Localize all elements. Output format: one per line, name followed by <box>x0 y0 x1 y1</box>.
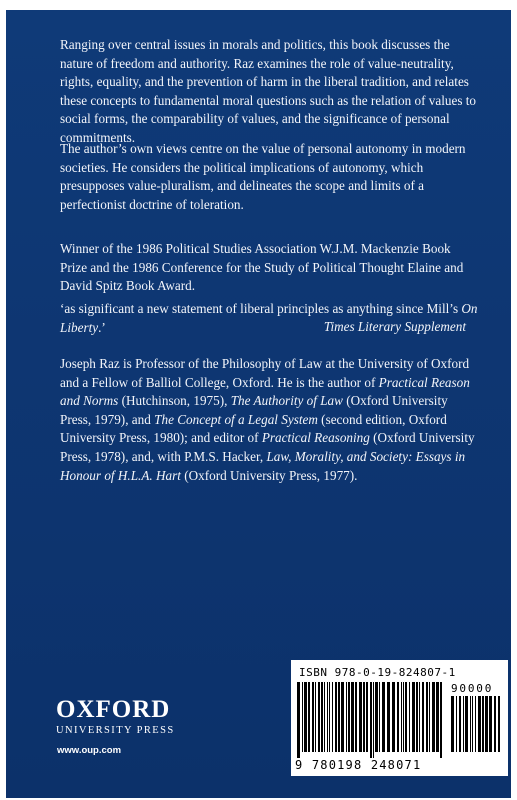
quote-text-end: .’ <box>98 319 106 335</box>
author-bio-text <box>60 355 480 485</box>
quote-source-text: Times Literary Supplement <box>323 319 466 334</box>
quote-source <box>60 318 466 337</box>
bio-span-6: (Oxford University Press, 1977). <box>180 467 358 483</box>
award-text: Winner of the 1986 Political Studies Association W.J.M. Mackenzie Book Prize and the 1986 Conference for the Study of Political Thought Elaine and David Spitz Book Award. <box>60 241 464 294</box>
addon-bars <box>451 696 501 758</box>
oxford-logo <box>56 698 175 736</box>
isbn-label: ISBN 978-0-19-824807-1 <box>299 666 456 679</box>
bio-title-4: Practical Reasoning <box>261 430 370 446</box>
description-paragraph-2 <box>60 140 480 214</box>
ean-bars <box>297 682 445 758</box>
publisher-subtitle: UNIVERSITY PRESS <box>56 725 175 736</box>
description-paragraph-1 <box>60 36 480 148</box>
bio-title-2: The Authority of Law <box>230 393 343 409</box>
bio-title-1: Practical Reason and Norms <box>60 374 470 409</box>
bio-span-3: (Oxford University Press, 1979), and <box>60 393 448 427</box>
quote-text-start: ‘as significant a new statement of liberal principles as anything since Mill’s <box>60 301 462 316</box>
book-back-cover <box>6 10 511 798</box>
publisher-url: www.oup.com <box>57 745 122 756</box>
bio-title-3: The Concept of a Legal System <box>154 411 318 427</box>
award-paragraph <box>60 240 480 296</box>
addon-digits: 90000 <box>451 682 494 695</box>
description-text-1: Ranging over central issues in morals and politics, this book discusses the nature of freedom and authority. Raz examines the role of value-neutrality, rights, equality, and the prevention of harm in the liberal tradition, and relates these concepts to fundamental moral questions such as the relation of values to social forms, the comparability of values, and the significance of personal commitments. <box>60 37 477 145</box>
author-bio <box>60 355 480 485</box>
bio-span-2: (Hutchinson, 1975), <box>118 393 231 409</box>
bio-title-5: Law, Morality, and Society: Essays in Honour of H.L.A. Hart <box>60 448 466 483</box>
ean-digits: 9 780198 248071 <box>295 758 422 772</box>
bio-span-4: (second edition, Oxford University Press, 1980); and editor of <box>60 411 447 446</box>
description-text-2: The author’s own views centre on the value of personal autonomy in modern societies. He considers the political implications of autonomy, which presupposes value-pluralism, and delineates the scope and limits of a perfectionist doctrine of toleration. <box>60 141 466 212</box>
bio-span-1: Joseph Raz is Professor of the Philosophy of Law at the University of Oxford and a Fellow of Balliol College, Oxford. He is the author of <box>60 356 470 390</box>
quote-italic-title: On Liberty <box>60 301 478 335</box>
publisher-name: OXFORD <box>56 696 171 723</box>
bio-span-5: (Oxford University Press, 1978), and, with P.M.S. Hacker, <box>60 430 475 464</box>
barcode <box>291 660 508 776</box>
